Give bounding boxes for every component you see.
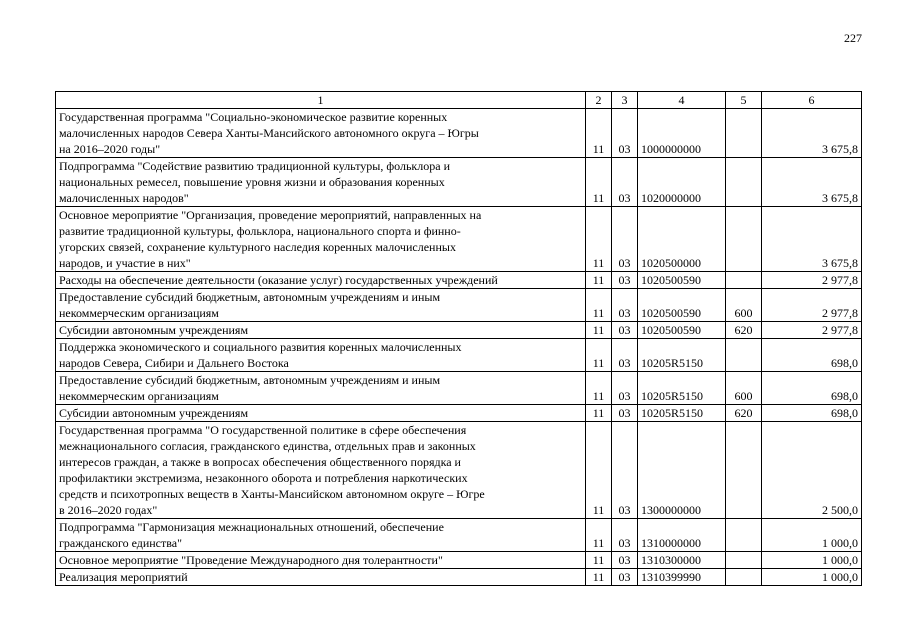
cell-expense-type [726,339,762,372]
cell-section: 11 [586,372,612,405]
cell-expense-type: 600 [726,289,762,322]
table-row [56,158,862,207]
cell-section: 11 [586,569,612,586]
cell-name: Государственная программа "Социально-экономическое развитие коренных малочисленных народов Севера Ханты-Мансийского автономного округа – Югры на 2016–2020 годы" [56,109,586,158]
table-row [56,207,862,272]
cell-name: Подпрограмма "Гармонизация межнациональных отношений, обеспечение гражданского единства" [56,519,586,552]
cell-name: Подпрограмма "Содействие развитию традиционной культуры, фольклора и национальных ремесел, повышение уровня жизни и образования коренных малочисленных народов" [56,158,586,207]
cell-amount: 2 977,8 [762,289,862,322]
cell-subsection: 03 [612,552,638,569]
cell-name: Государственная программа "О государственной политике в сфере обеспечения межнационального согласия, гражданского единства, отдельных прав и законных интересов граждан, а также в вопросах обеспечения общественного порядка и профилактики экстремизма, незаконного оборота и потребления наркотических средств и психотропных веществ в Ханты-Мансийском автономном округе – Югре в 2016–2020 годах" [56,422,586,519]
table-row [56,272,862,289]
table-row [56,109,862,158]
budget-table [55,91,862,586]
cell-expense-type: 620 [726,322,762,339]
cell-name: Поддержка экономического и социального развития коренных малочисленных народов Севера, Сибири и Дальнего Востока [56,339,586,372]
cell-target-code: 1020500590 [638,289,726,322]
table-row [56,289,862,322]
table-row [56,569,862,586]
table-row [56,339,862,372]
cell-subsection: 03 [612,405,638,422]
cell-target-code: 10205R5150 [638,339,726,372]
cell-subsection: 03 [612,422,638,519]
cell-expense-type [726,519,762,552]
cell-name: Субсидии автономным учреждениям [56,322,586,339]
header-col-3: 3 [612,92,638,109]
cell-section: 11 [586,405,612,422]
cell-subsection: 03 [612,158,638,207]
cell-amount: 698,0 [762,372,862,405]
cell-target-code: 1300000000 [638,422,726,519]
cell-name: Субсидии автономным учреждениям [56,405,586,422]
cell-expense-type [726,422,762,519]
cell-target-code: 10205R5150 [638,372,726,405]
cell-name: Основное мероприятие "Проведение Международного дня толерантности" [56,552,586,569]
table-row [56,422,862,519]
cell-subsection: 03 [612,519,638,552]
cell-amount: 3 675,8 [762,207,862,272]
cell-expense-type [726,109,762,158]
cell-section: 11 [586,207,612,272]
cell-target-code: 1310000000 [638,519,726,552]
table-header-row [56,92,862,109]
cell-section: 11 [586,109,612,158]
header-col-1: 1 [56,92,586,109]
cell-target-code: 10205R5150 [638,405,726,422]
cell-section: 11 [586,422,612,519]
header-col-5: 5 [726,92,762,109]
cell-name: Предоставление субсидий бюджетным, автономным учреждениям и иным некоммерческим организациям [56,372,586,405]
header-col-2: 2 [586,92,612,109]
cell-target-code: 1020500590 [638,272,726,289]
cell-subsection: 03 [612,339,638,372]
cell-expense-type [726,207,762,272]
cell-section: 11 [586,158,612,207]
cell-expense-type [726,552,762,569]
cell-amount: 1 000,0 [762,552,862,569]
cell-subsection: 03 [612,372,638,405]
cell-target-code: 1000000000 [638,109,726,158]
page-number: 227 [844,31,862,45]
cell-section: 11 [586,289,612,322]
cell-subsection: 03 [612,289,638,322]
cell-section: 11 [586,322,612,339]
cell-amount: 1 000,0 [762,569,862,586]
table-row [56,372,862,405]
cell-name: Расходы на обеспечение деятельности (оказание услуг) государственных учреждений [56,272,586,289]
cell-name: Предоставление субсидий бюджетным, автономным учреждениям и иным некоммерческим организациям [56,289,586,322]
header-col-4: 4 [638,92,726,109]
header-col-6: 6 [762,92,862,109]
table-row [56,405,862,422]
cell-subsection: 03 [612,207,638,272]
cell-amount: 3 675,8 [762,158,862,207]
cell-subsection: 03 [612,569,638,586]
table-row [56,552,862,569]
cell-section: 11 [586,519,612,552]
cell-expense-type [726,158,762,207]
table-row [56,322,862,339]
cell-target-code: 1020500590 [638,322,726,339]
cell-target-code: 1020000000 [638,158,726,207]
cell-amount: 2 977,8 [762,322,862,339]
cell-expense-type: 600 [726,372,762,405]
cell-name: Реализация мероприятий [56,569,586,586]
cell-subsection: 03 [612,322,638,339]
cell-section: 11 [586,552,612,569]
cell-subsection: 03 [612,109,638,158]
cell-amount: 1 000,0 [762,519,862,552]
cell-target-code: 1310399990 [638,569,726,586]
cell-target-code: 1020500000 [638,207,726,272]
cell-amount: 698,0 [762,339,862,372]
cell-section: 11 [586,339,612,372]
cell-expense-type: 620 [726,405,762,422]
cell-amount: 698,0 [762,405,862,422]
cell-section: 11 [586,272,612,289]
cell-amount: 3 675,8 [762,109,862,158]
cell-expense-type [726,272,762,289]
cell-target-code: 1310300000 [638,552,726,569]
cell-amount: 2 977,8 [762,272,862,289]
cell-subsection: 03 [612,272,638,289]
cell-expense-type [726,569,762,586]
cell-name: Основное мероприятие "Организация, проведение мероприятий, направленных на развитие традиционной культуры, фольклора, национального спорта и финно- угорских связей, сохранение культурного наследия коренных малочисленных народов, и участие в них" [56,207,586,272]
table-row [56,519,862,552]
cell-amount: 2 500,0 [762,422,862,519]
